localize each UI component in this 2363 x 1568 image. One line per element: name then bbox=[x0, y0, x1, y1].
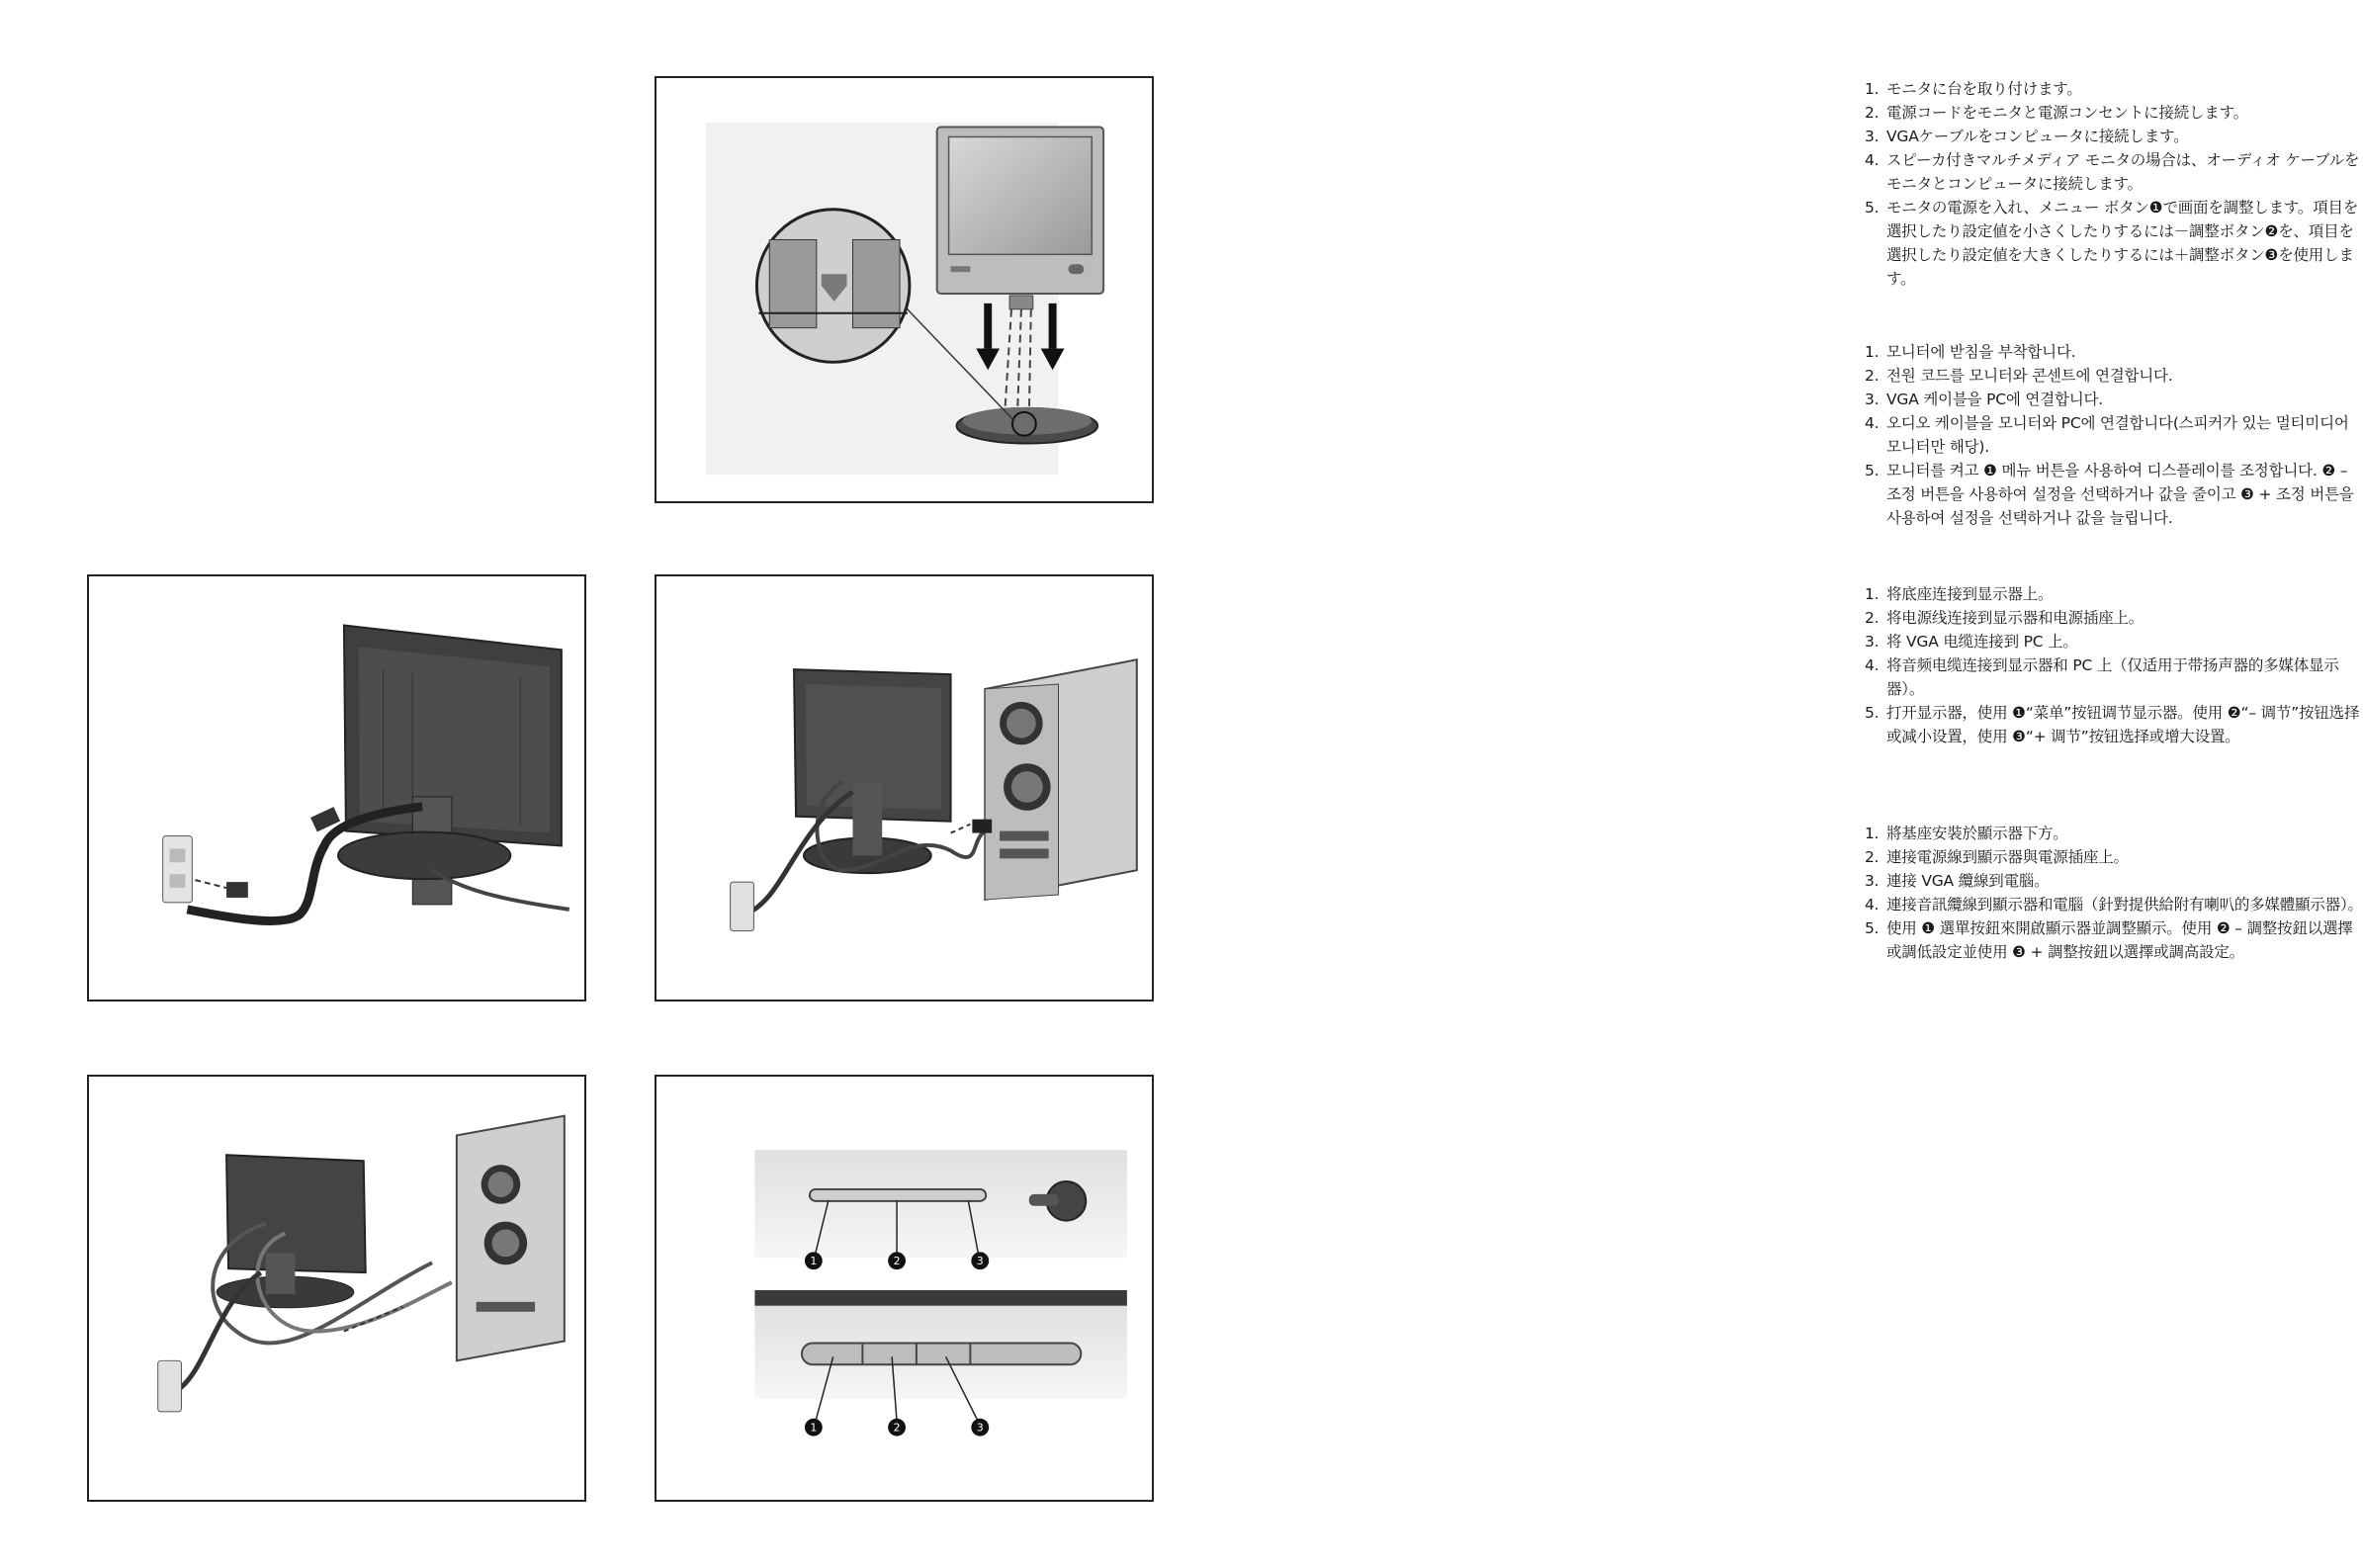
instruction-step bbox=[1865, 606, 2363, 630]
step-number: 5. bbox=[1865, 704, 1880, 722]
step-number: 2. bbox=[1865, 367, 1880, 385]
instruction-step bbox=[1865, 653, 2363, 701]
step-text: 将音频电缆连接到显示器和 PC 上（仅适用于带扬声器的多媒体显示器）。 bbox=[1886, 656, 2339, 698]
instructions-japanese bbox=[1865, 77, 2363, 291]
step-text: 将底座连接到显示器上。 bbox=[1886, 585, 2054, 603]
audio-cable-illustration bbox=[89, 1077, 584, 1500]
svg-text:3: 3 bbox=[976, 1255, 984, 1268]
step-text: 모니터를 켜고 ❶ 메뉴 버튼을 사용하여 디스플레이를 조정합니다. ❷ – 조정 버튼을 사용하여 설정을 선택하거나 값을 줄이고 ❸ + 조정 버튼을 사용하여 설정을 선택하거나 값을 늘립니다. bbox=[1886, 462, 2359, 527]
callout-2-lower bbox=[888, 1419, 906, 1437]
svg-text:2: 2 bbox=[893, 1255, 901, 1268]
step-text: 連接 VGA 纜線到電腦。 bbox=[1886, 872, 2050, 890]
step-number: 5. bbox=[1865, 462, 1880, 479]
instruction-list bbox=[1865, 582, 2363, 748]
step-number: 3. bbox=[1865, 391, 1880, 408]
instruction-list bbox=[1865, 822, 2363, 964]
instruction-step bbox=[1865, 411, 2363, 459]
callout-1-lower bbox=[805, 1419, 823, 1437]
instruction-list bbox=[1865, 340, 2363, 530]
instructions-simplified-chinese bbox=[1865, 582, 2363, 748]
step-number: 1. bbox=[1865, 825, 1880, 842]
step-number: 4. bbox=[1865, 656, 1880, 674]
attach-base-illustration bbox=[656, 78, 1152, 501]
power-cord-illustration bbox=[89, 576, 584, 1000]
step-text: 将 VGA 电缆连接到 PC 上。 bbox=[1886, 633, 2078, 651]
step-text: 連接電源線到顯示器與電源插座上。 bbox=[1886, 848, 2129, 866]
instruction-step bbox=[1865, 822, 2363, 845]
front-panel-buttons-illustration bbox=[656, 1077, 1152, 1500]
step-text: スピーカ付きマルチメディア モニタの場合は、オーディオ ケーブルをモニタとコンピュータに接続します。 bbox=[1886, 151, 2360, 193]
instruction-step bbox=[1865, 364, 2363, 388]
step-text: 電源コードをモニタと電源コンセントに接続します。 bbox=[1886, 104, 2248, 122]
step-number: 2. bbox=[1865, 848, 1880, 866]
instructions-korean bbox=[1865, 340, 2363, 530]
instruction-step bbox=[1865, 845, 2363, 869]
instruction-step bbox=[1865, 701, 2363, 748]
svg-text:1: 1 bbox=[810, 1421, 818, 1435]
step-text: 使用 ❶ 選單按鈕來開啟顯示器並調整顯示。使用 ❷ – 調整按鈕以選擇或調低設定並使用 ❸ + 調整按鈕以選擇或調高設定。 bbox=[1886, 919, 2353, 961]
step-number: 3. bbox=[1865, 633, 1880, 651]
instruction-list bbox=[1865, 77, 2363, 291]
step-text: 오디오 케이블을 모니터와 PC에 연결합니다(스피커가 있는 멀티미디어 모니터만 해당). bbox=[1886, 414, 2354, 456]
callout-3-lower bbox=[971, 1419, 989, 1437]
step-number: 3. bbox=[1865, 872, 1880, 890]
instruction-step bbox=[1865, 459, 2363, 530]
instruction-step bbox=[1865, 582, 2363, 606]
svg-text:2: 2 bbox=[893, 1421, 901, 1435]
step-text: VGA 케이블을 PC에 연결합니다. bbox=[1886, 391, 2104, 408]
step-number: 5. bbox=[1865, 199, 1880, 217]
svg-text:3: 3 bbox=[976, 1421, 984, 1435]
instruction-step bbox=[1865, 630, 2363, 653]
step-text: モニタの電源を入れ、メニュー ボタン❶で画面を調整します。項目を選択したり設定値を小さくしたりするには－調整ボタン❷を、項目を選択したり設定値を大きくしたりするには＋調整ボタン❸を使用します。 bbox=[1886, 199, 2359, 288]
instruction-step bbox=[1865, 148, 2363, 196]
step-number: 2. bbox=[1865, 609, 1880, 627]
step-number: 4. bbox=[1865, 414, 1880, 432]
step-text: VGAケーブルをコンピュータに接続します。 bbox=[1886, 128, 2189, 145]
instruction-step bbox=[1865, 196, 2363, 291]
instruction-step bbox=[1865, 340, 2363, 364]
step-number: 1. bbox=[1865, 585, 1880, 603]
callout-3-upper bbox=[971, 1252, 989, 1269]
figure-power-cord bbox=[87, 574, 586, 1002]
instruction-step bbox=[1865, 125, 2363, 148]
instruction-step bbox=[1865, 388, 2363, 411]
figure-vga-cable bbox=[655, 574, 1154, 1002]
step-number: 4. bbox=[1865, 151, 1880, 169]
figure-attach-base bbox=[655, 76, 1154, 503]
step-text: モニタに台を取り付けます。 bbox=[1886, 80, 2082, 98]
step-number: 2. bbox=[1865, 104, 1880, 122]
figure-audio-cable bbox=[87, 1075, 586, 1502]
step-text: 連接音訊纜線到顯示器和電腦（針對提供給附有喇叭的多媒體顯示器）。 bbox=[1886, 896, 2363, 914]
svg-text:1: 1 bbox=[810, 1255, 818, 1268]
instruction-step bbox=[1865, 101, 2363, 125]
step-text: 모니터에 받침을 부착합니다. bbox=[1886, 343, 2076, 361]
instruction-step bbox=[1865, 916, 2363, 964]
step-text: 将电源线连接到显示器和电源插座上。 bbox=[1886, 609, 2144, 627]
callout-1-upper bbox=[805, 1252, 823, 1269]
instructions-traditional-chinese bbox=[1865, 822, 2363, 964]
instruction-step bbox=[1865, 77, 2363, 101]
vga-cable-illustration bbox=[656, 576, 1152, 1000]
step-text: 전원 코드를 모니터와 콘센트에 연결합니다. bbox=[1886, 367, 2173, 385]
step-number: 1. bbox=[1865, 80, 1880, 98]
step-text: 打开显示器，使用 ❶“菜单”按钮调节显示器。使用 ❷“– 调节”按钮选择或减小设置，使用 ❸“+ 调节”按钮选择或增大设置。 bbox=[1886, 704, 2360, 745]
step-number: 1. bbox=[1865, 343, 1880, 361]
step-number: 5. bbox=[1865, 919, 1880, 937]
callout-2-upper bbox=[888, 1252, 906, 1269]
instruction-step bbox=[1865, 893, 2363, 916]
instruction-step bbox=[1865, 869, 2363, 893]
step-text: 將基座安裝於顯示器下方。 bbox=[1886, 825, 2068, 842]
figure-front-panel-buttons bbox=[655, 1075, 1154, 1502]
step-number: 4. bbox=[1865, 896, 1880, 914]
step-number: 3. bbox=[1865, 128, 1880, 145]
